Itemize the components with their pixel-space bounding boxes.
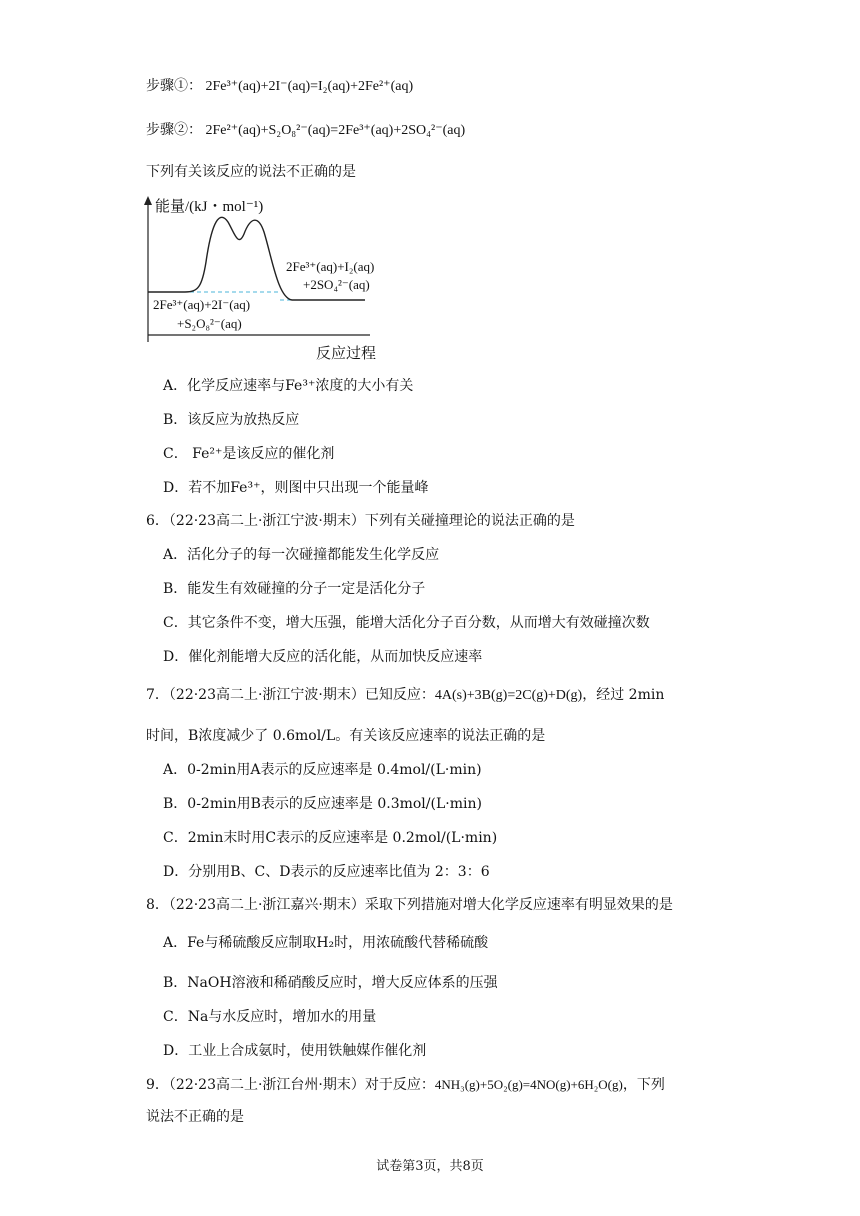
q6-option-a: A．活化分子的每一次碰撞都能发生化学反应 bbox=[163, 547, 440, 563]
q6-option-d: D．催化剂能增大反应的活化能，从而加快反应速率 bbox=[163, 649, 483, 665]
q8-option-a: A．Fe与稀硫酸反应制取H₂时，用浓硫酸代替稀硫酸 bbox=[163, 935, 489, 951]
q5-option-c: C． Fe²⁺是该反应的催化剂 bbox=[163, 446, 335, 462]
q6-option-b: B．能发生有效碰撞的分子一定是活化分子 bbox=[163, 581, 426, 597]
q6-stem: 6．（22·23高二上·浙江宁波·期末）下列有关碰撞理论的说法正确的是 bbox=[146, 513, 575, 529]
reactants-label-2: +S₂O₈²⁻(aq) bbox=[177, 316, 242, 331]
q5-option-b: B．该反应为放热反应 bbox=[163, 412, 300, 428]
q9-stem bbox=[146, 1075, 665, 1095]
q7-option-b: B．0-2min用B表示的反应速率是 0.3mol/(L·min) bbox=[163, 796, 482, 812]
q7-stem-part1: 7．（22·23高二上·浙江宁波·期末）已知反应： bbox=[146, 687, 435, 703]
energy-diagram bbox=[140, 192, 410, 367]
q8-option-b: B．NaOH溶液和稀硝酸反应时，增大反应体系的压强 bbox=[163, 975, 498, 991]
x-axis-label: 反应过程 bbox=[316, 346, 377, 362]
q9-stem-part2: ，下列 bbox=[622, 1077, 665, 1093]
q7-option-d: D．分别用B、C、D表示的反应速率比值为 2：3：6 bbox=[163, 864, 490, 880]
step-2-equation: 2Fe²⁺(aq)+S₂O₈²⁻(aq)=2Fe³⁺(aq)+2SO₄²⁻(aq) bbox=[205, 123, 466, 138]
y-axis-label: 能量/(kJ・mol⁻¹) bbox=[155, 199, 264, 215]
q7-stem bbox=[146, 685, 664, 706]
step-1 bbox=[146, 77, 413, 97]
q6-option-c: C．其它条件不变，增大压强，能增大活化分子百分数，从而增大有效碰撞次数 bbox=[163, 615, 650, 631]
products-label-1: 2Fe³⁺(aq)+I₂(aq) bbox=[286, 259, 375, 274]
q5-prompt: 下列有关该反应的说法不正确的是 bbox=[146, 164, 356, 180]
step-2-label: 步骤②： bbox=[146, 123, 202, 138]
reactants-label-1: 2Fe³⁺(aq)+2I⁻(aq) bbox=[153, 297, 251, 312]
y-axis-arrow bbox=[144, 196, 152, 205]
page-footer: 试卷第3页，共8页 bbox=[376, 1159, 484, 1174]
q7-stem-line2: 时间，B浓度减少了 0.6mol/L。有关该反应速率的说法正确的是 bbox=[146, 728, 546, 744]
q7-stem-part2: ，经过 2min bbox=[582, 687, 665, 703]
q5-option-d: D．若不加Fe³⁺，则图中只出现一个能量峰 bbox=[163, 480, 429, 496]
q5-option-a: A．化学反应速率与Fe³⁺浓度的大小有关 bbox=[163, 378, 414, 394]
q9-stem-part1: 9．（22·23高二上·浙江台州·期末）对于反应： bbox=[146, 1077, 435, 1093]
q8-option-d: D．工业上合成氨时，使用铁触媒作催化剂 bbox=[163, 1043, 427, 1059]
step-2 bbox=[146, 121, 465, 141]
q7-equation: 4A(s)+3B(g)=2C(g)+D(g) bbox=[434, 688, 583, 703]
q9-equation: 4NH₃(g)+5O₂(g)=4NO(g)+6H₂O(g) bbox=[434, 1077, 623, 1092]
q7-option-a: A．0-2min用A表示的反应速率是 0.4mol/(L·min) bbox=[163, 762, 482, 778]
q8-option-c: C．Na与水反应时，增加水的用量 bbox=[163, 1009, 377, 1025]
q9-stem-line2: 说法不正确的是 bbox=[146, 1109, 244, 1125]
products-label-2: +2SO₄²⁻(aq) bbox=[303, 277, 370, 292]
q8-stem: 8．（22·23高二上·浙江嘉兴·期末）采取下列措施对增大化学反应速率有明显效果的是 bbox=[146, 897, 673, 913]
q7-option-c: C．2min末时用C表示的反应速率是 0.2mol/(L·min) bbox=[163, 830, 498, 846]
step-1-label: 步骤①： bbox=[146, 79, 202, 94]
step-1-equation: 2Fe³⁺(aq)+2I⁻(aq)=I₂(aq)+2Fe²⁺(aq) bbox=[205, 79, 414, 94]
